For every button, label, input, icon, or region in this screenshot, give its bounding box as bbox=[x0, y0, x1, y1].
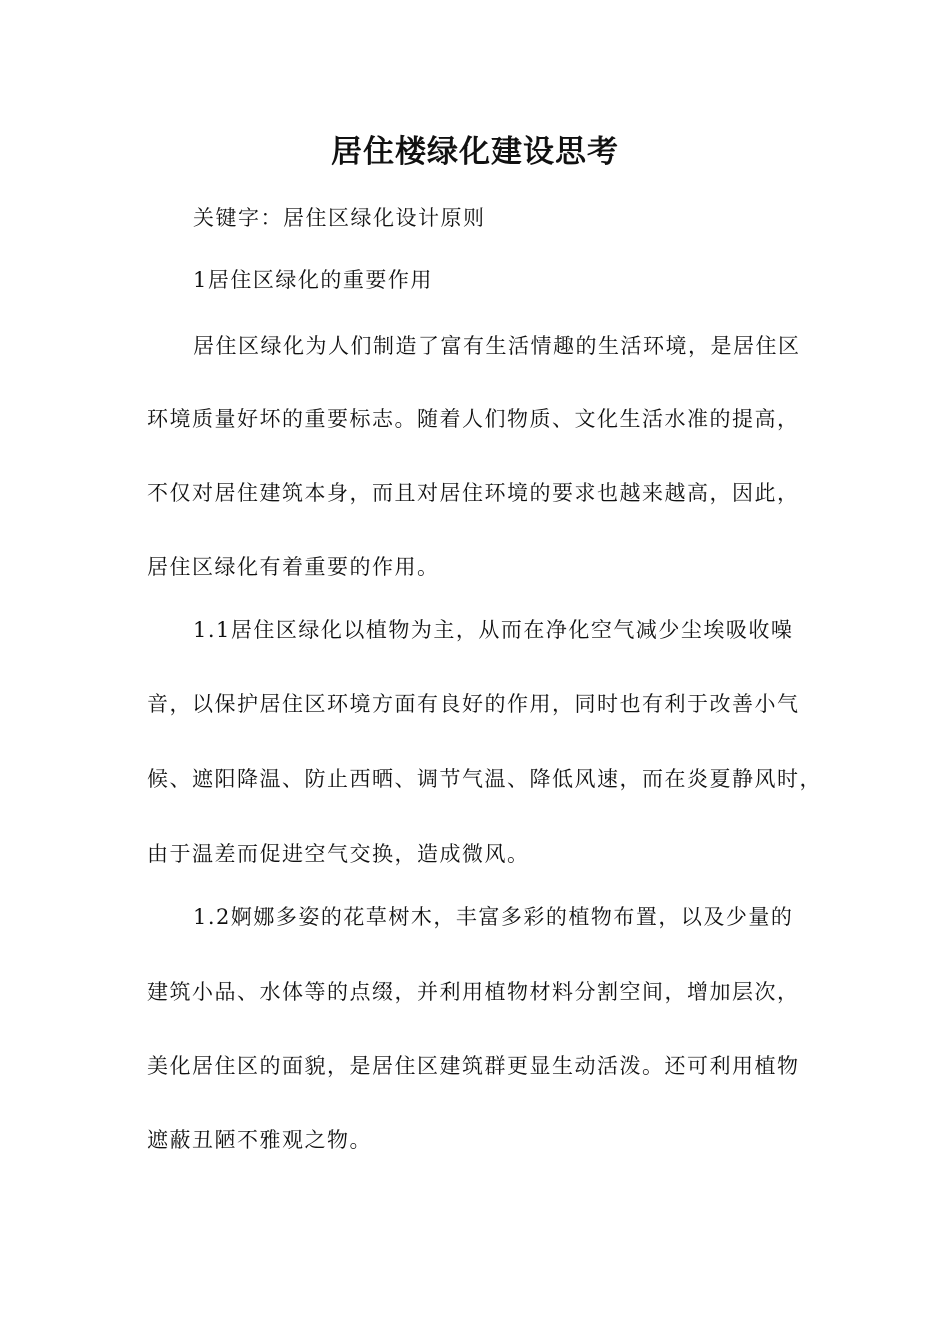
paragraph-line: 美化居住区的面貌，是居住区建筑群更显生动活泼。还可利用植物 bbox=[147, 1054, 800, 1078]
paragraph-line: 1.1居住区绿化以植物为主，从而在净化空气减少尘埃吸收噪 bbox=[193, 618, 794, 642]
paragraph-line: 遮蔽丑陋不雅观之物。 bbox=[147, 1128, 372, 1152]
paragraph-line: 环境质量好坏的重要标志。随着人们物质、文化生活水准的提高， bbox=[147, 407, 800, 431]
paragraph-line: 居住区绿化为人们制造了富有生活情趣的生活环境，是居住区 bbox=[193, 334, 801, 358]
paragraph-line: 由于温差而促进空气交换，造成微风。 bbox=[147, 842, 530, 866]
document-title: 居住楼绿化建设思考 bbox=[331, 134, 619, 170]
paragraph-line: 音，以保护居住区环境方面有良好的作用，同时也有利于改善小气 bbox=[147, 692, 800, 716]
paragraph-line: 居住区绿化有着重要的作用。 bbox=[147, 555, 440, 579]
paragraph-line: 不仅对居住建筑本身，而且对居住环境的要求也越来越高，因此， bbox=[147, 481, 800, 505]
section-heading: 1居住区绿化的重要作用 bbox=[193, 268, 433, 292]
paragraph-line: 候、遮阳降温、防止西晒、调节气温、降低风速，而在炎夏静风时， bbox=[147, 767, 822, 791]
paragraph-line: 建筑小品、水体等的点缀，并利用植物材料分割空间，增加层次， bbox=[147, 980, 800, 1004]
paragraph-line: 1.2婀娜多姿的花草树木，丰富多彩的植物布置，以及少量的 bbox=[193, 905, 794, 929]
keywords-line: 关键字：居住区绿化设计原则 bbox=[193, 206, 486, 230]
